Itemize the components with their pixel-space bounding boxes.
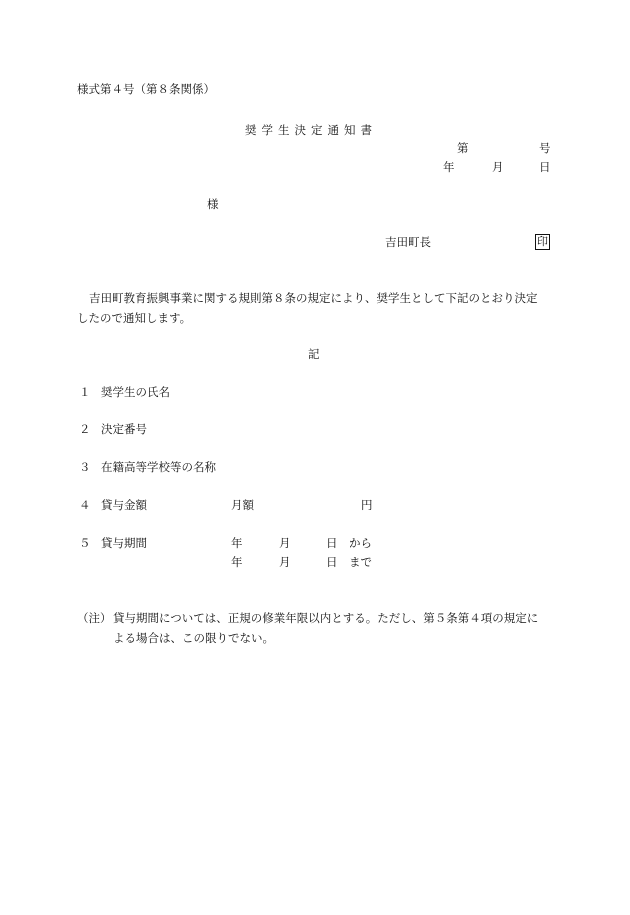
date-year: 年 (443, 160, 455, 174)
period-to-year: 年 (231, 555, 243, 569)
period-from-tail: から (349, 536, 372, 550)
note-line-2: よる場合は、この限りでない。 (113, 631, 274, 645)
item-label-loan-amount: 貸与金額 (101, 498, 147, 512)
document-title: 奨学生決定通知書 (245, 123, 377, 137)
body-text-line-2: したので通知します。 (77, 311, 192, 325)
period-to-day: 日 (326, 555, 338, 569)
period-from-day: 日 (326, 536, 338, 550)
body-text-line-1: 吉田町教育振興事業に関する規則第８条の規定により、奨学生として下記のとおり決定 (89, 291, 538, 305)
item-label-decision-number: 決定番号 (101, 422, 147, 436)
item-label-loan-period: 貸与期間 (101, 536, 147, 550)
yen-unit: 円 (361, 498, 373, 512)
period-to-tail: まで (349, 555, 372, 569)
item-number: １ (79, 385, 91, 399)
period-from-year: 年 (231, 536, 243, 550)
date-day: 日 (539, 160, 551, 174)
sender-name: 吉田町長 (385, 235, 431, 249)
item-number: ３ (79, 460, 91, 474)
item-label-student-name: 奨学生の氏名 (101, 385, 170, 399)
ki-heading: 記 (308, 347, 320, 361)
note-line-1: 貸与期間については、正規の修業年限以内とする。ただし、第５条第４項の規定に (113, 611, 539, 625)
note-prefix: （注） (77, 611, 112, 625)
seal-stamp: 印 (537, 235, 548, 248)
recipient-honorific: 様 (207, 197, 219, 211)
item-number: ２ (79, 422, 91, 436)
period-to-month: 月 (279, 555, 291, 569)
period-from-month: 月 (279, 536, 291, 550)
monthly-amount-label: 月額 (231, 498, 254, 512)
item-number: ５ (79, 536, 91, 550)
doc-number-prefix: 第 (457, 141, 469, 155)
item-number: ４ (79, 498, 91, 512)
doc-number-suffix: 号 (539, 141, 551, 155)
form-label: 様式第４号（第８条関係） (77, 82, 215, 96)
item-label-school-name: 在籍高等学校等の名称 (101, 460, 216, 474)
date-month: 月 (492, 160, 504, 174)
